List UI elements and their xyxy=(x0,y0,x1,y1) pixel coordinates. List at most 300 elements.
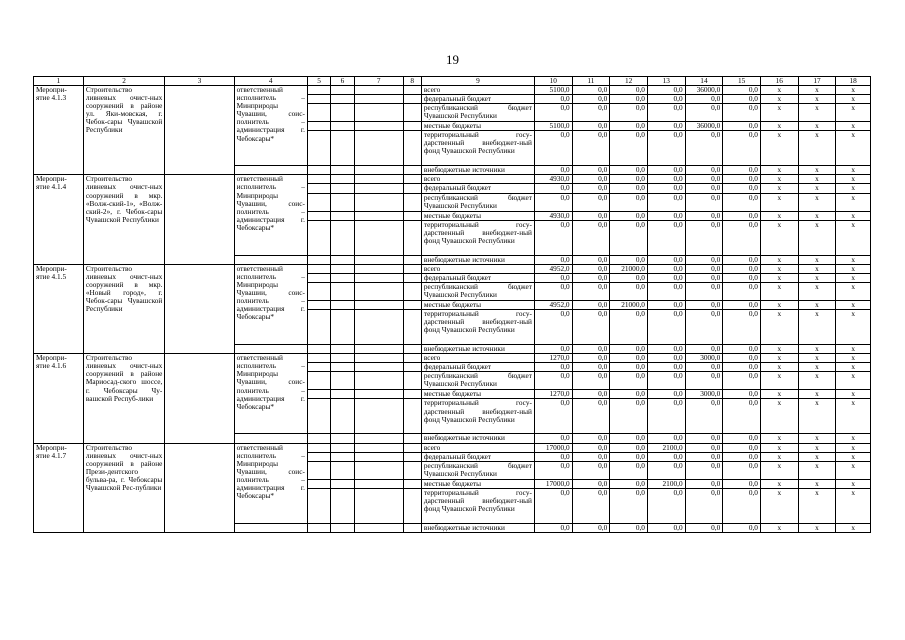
amount-cell: 0,0 xyxy=(647,255,685,264)
column-number: 16 xyxy=(760,77,798,86)
funding-source: внебюджетные источники xyxy=(421,434,534,443)
amount-cell: 0,0 xyxy=(534,104,572,122)
amount-cell: 0,0 xyxy=(647,452,685,461)
amount-cell: 0,0 xyxy=(685,461,723,479)
empty-cell xyxy=(354,131,403,166)
column-number: 5 xyxy=(307,77,330,86)
empty-cell xyxy=(307,131,330,166)
amount-cell: 0,0 xyxy=(685,175,723,184)
amount-cell: 0,0 xyxy=(572,282,610,300)
amount-cell: х xyxy=(798,220,836,255)
funding-source: республиканский бюджет Чувашской Республики xyxy=(421,372,534,390)
amount-cell: 0,0 xyxy=(572,184,610,193)
amount-cell: 0,0 xyxy=(610,345,648,354)
column-number: 9 xyxy=(421,77,534,86)
amount-cell: 0,0 xyxy=(572,273,610,282)
amount-cell: 0,0 xyxy=(647,310,685,345)
empty-cell xyxy=(307,443,330,452)
amount-cell: 0,0 xyxy=(572,372,610,390)
amount-cell: 0,0 xyxy=(610,95,648,104)
activity-code: Меропри- ятие 4.1.5 xyxy=(34,264,84,353)
amount-cell: х xyxy=(760,131,798,166)
amount-cell: 0,0 xyxy=(685,523,723,532)
amount-cell: х xyxy=(836,300,871,309)
empty-cell xyxy=(354,310,403,345)
column-number: 14 xyxy=(685,77,723,86)
amount-cell: 0,0 xyxy=(572,193,610,211)
empty-cell xyxy=(307,255,330,264)
empty-cell xyxy=(403,220,421,255)
amount-cell: 0,0 xyxy=(723,523,761,532)
empty-cell xyxy=(234,434,307,443)
activity-name: Строительство ливневых очист-ных сооружений в мкр. «Волж-ский-1», «Волж-ский-2», г. Чебок-сары Чувашской Республики xyxy=(83,175,164,264)
amount-cell: 0,0 xyxy=(534,345,572,354)
amount-cell: х xyxy=(836,184,871,193)
amount-cell: 0,0 xyxy=(723,282,761,300)
amount-cell: 0,0 xyxy=(610,363,648,372)
empty-cell xyxy=(331,354,354,363)
amount-cell: 0,0 xyxy=(572,434,610,443)
empty-cell xyxy=(307,282,330,300)
amount-cell: 0,0 xyxy=(723,443,761,452)
amount-cell: х xyxy=(798,282,836,300)
amount-cell: 0,0 xyxy=(647,86,685,95)
amount-cell: х xyxy=(760,282,798,300)
amount-cell: 0,0 xyxy=(723,354,761,363)
funding-source: всего xyxy=(421,175,534,184)
amount-cell: 0,0 xyxy=(685,131,723,166)
amount-cell: х xyxy=(836,255,871,264)
empty-cell xyxy=(354,95,403,104)
amount-cell: 0,0 xyxy=(685,345,723,354)
amount-cell: х xyxy=(798,488,836,523)
column-number: 12 xyxy=(610,77,648,86)
empty-cell xyxy=(331,434,354,443)
activity-name: Строительство ливневых очист-ных сооружений в районе Прези-дентского бульва-ра, г. Чебоксары Чувашской Рес-публики xyxy=(83,443,164,532)
amount-cell: 0,0 xyxy=(647,273,685,282)
amount-cell: х xyxy=(798,390,836,399)
amount-cell: х xyxy=(760,452,798,461)
empty-cell xyxy=(307,175,330,184)
amount-cell: 0,0 xyxy=(723,184,761,193)
amount-cell: х xyxy=(760,104,798,122)
activity-executor: ответственный исполнитель – Минприроды Чувашии, соис-полнитель – администрация г. Чебоксары* xyxy=(234,86,307,166)
amount-cell: х xyxy=(798,104,836,122)
empty-cell xyxy=(165,86,234,175)
amount-cell: 0,0 xyxy=(723,220,761,255)
amount-cell: 0,0 xyxy=(685,95,723,104)
amount-cell: 0,0 xyxy=(572,264,610,273)
empty-cell xyxy=(307,310,330,345)
amount-cell: х xyxy=(798,452,836,461)
empty-cell xyxy=(331,220,354,255)
amount-cell: х xyxy=(836,443,871,452)
amount-cell: 0,0 xyxy=(647,434,685,443)
empty-cell xyxy=(307,95,330,104)
amount-cell: 0,0 xyxy=(572,354,610,363)
empty-cell xyxy=(307,523,330,532)
empty-cell xyxy=(331,372,354,390)
amount-cell: 0,0 xyxy=(723,211,761,220)
amount-cell: 0,0 xyxy=(610,372,648,390)
empty-cell xyxy=(331,95,354,104)
amount-cell: 0,0 xyxy=(610,220,648,255)
empty-cell xyxy=(403,122,421,131)
activity-executor: ответственный исполнитель – Минприроды Чувашии, соис-полнитель – администрация г. Чебоксары* xyxy=(234,264,307,344)
empty-cell xyxy=(307,345,330,354)
amount-cell: 0,0 xyxy=(723,86,761,95)
column-number: 3 xyxy=(165,77,234,86)
amount-cell: х xyxy=(760,434,798,443)
amount-cell: 0,0 xyxy=(647,175,685,184)
funding-source: всего xyxy=(421,86,534,95)
amount-cell: 0,0 xyxy=(610,390,648,399)
amount-cell: 0,0 xyxy=(685,452,723,461)
amount-cell: 0,0 xyxy=(685,264,723,273)
amount-cell: х xyxy=(836,104,871,122)
empty-cell xyxy=(307,211,330,220)
empty-cell xyxy=(331,193,354,211)
amount-cell: 0,0 xyxy=(534,399,572,434)
activity-code: Меропри- ятие 4.1.3 xyxy=(34,86,84,175)
empty-cell xyxy=(354,255,403,264)
amount-cell: х xyxy=(760,354,798,363)
empty-cell xyxy=(307,434,330,443)
empty-cell xyxy=(307,86,330,95)
amount-cell: 0,0 xyxy=(610,193,648,211)
amount-cell: х xyxy=(798,166,836,175)
amount-cell: х xyxy=(836,220,871,255)
amount-cell: 0,0 xyxy=(723,300,761,309)
amount-cell: 0,0 xyxy=(685,193,723,211)
amount-cell: 36000,0 xyxy=(685,122,723,131)
amount-cell: 3000,0 xyxy=(685,354,723,363)
amount-cell: х xyxy=(836,264,871,273)
funding-source: федеральный бюджет xyxy=(421,273,534,282)
column-number-row xyxy=(34,77,871,86)
column-number: 11 xyxy=(572,77,610,86)
amount-cell: 0,0 xyxy=(685,282,723,300)
amount-cell: 0,0 xyxy=(610,184,648,193)
amount-cell: х xyxy=(836,122,871,131)
amount-cell: х xyxy=(798,363,836,372)
empty-cell xyxy=(331,282,354,300)
empty-cell xyxy=(354,354,403,363)
empty-cell xyxy=(331,488,354,523)
amount-cell: х xyxy=(760,95,798,104)
empty-cell xyxy=(354,220,403,255)
empty-cell xyxy=(354,184,403,193)
amount-cell: 0,0 xyxy=(572,443,610,452)
empty-cell xyxy=(307,399,330,434)
amount-cell: 0,0 xyxy=(647,523,685,532)
amount-cell: х xyxy=(760,273,798,282)
empty-cell xyxy=(234,166,307,175)
amount-cell: 0,0 xyxy=(534,372,572,390)
amount-cell: х xyxy=(798,310,836,345)
amount-cell: х xyxy=(760,255,798,264)
funding-source: местные бюджеты xyxy=(421,211,534,220)
amount-cell: 0,0 xyxy=(572,523,610,532)
empty-cell xyxy=(354,345,403,354)
amount-cell: х xyxy=(836,452,871,461)
amount-cell: 0,0 xyxy=(685,488,723,523)
amount-cell: 4952,0 xyxy=(534,264,572,273)
amount-cell: х xyxy=(836,166,871,175)
amount-cell: 0,0 xyxy=(723,122,761,131)
program-activities-table xyxy=(33,76,871,533)
amount-cell: 0,0 xyxy=(685,310,723,345)
empty-cell xyxy=(403,363,421,372)
amount-cell: х xyxy=(760,166,798,175)
empty-cell xyxy=(354,282,403,300)
amount-cell: х xyxy=(798,95,836,104)
amount-cell: 0,0 xyxy=(534,131,572,166)
amount-cell: 0,0 xyxy=(534,452,572,461)
funding-source: всего xyxy=(421,354,534,363)
empty-cell xyxy=(354,264,403,273)
table-row xyxy=(34,86,871,95)
amount-cell: 0,0 xyxy=(685,220,723,255)
amount-cell: 0,0 xyxy=(610,255,648,264)
amount-cell: х xyxy=(760,300,798,309)
empty-cell xyxy=(354,166,403,175)
amount-cell: 0,0 xyxy=(610,86,648,95)
amount-cell: 0,0 xyxy=(534,461,572,479)
amount-cell: 2100,0 xyxy=(647,479,685,488)
amount-cell: х xyxy=(836,95,871,104)
amount-cell: х xyxy=(798,131,836,166)
amount-cell: х xyxy=(760,175,798,184)
amount-cell: 0,0 xyxy=(534,363,572,372)
amount-cell: 0,0 xyxy=(610,310,648,345)
amount-cell: 4952,0 xyxy=(534,300,572,309)
empty-cell xyxy=(403,255,421,264)
empty-cell xyxy=(403,354,421,363)
amount-cell: 0,0 xyxy=(723,399,761,434)
amount-cell: 0,0 xyxy=(723,310,761,345)
amount-cell: х xyxy=(760,220,798,255)
empty-cell xyxy=(403,273,421,282)
empty-cell xyxy=(331,399,354,434)
empty-cell xyxy=(307,479,330,488)
empty-cell xyxy=(331,443,354,452)
amount-cell: 4930,0 xyxy=(534,175,572,184)
amount-cell: х xyxy=(836,131,871,166)
empty-cell xyxy=(307,166,330,175)
amount-cell: 0,0 xyxy=(723,95,761,104)
amount-cell: х xyxy=(836,175,871,184)
amount-cell: х xyxy=(760,443,798,452)
amount-cell: 0,0 xyxy=(647,282,685,300)
empty-cell xyxy=(331,345,354,354)
amount-cell: 0,0 xyxy=(572,452,610,461)
amount-cell: х xyxy=(760,86,798,95)
amount-cell: 21000,0 xyxy=(610,300,648,309)
amount-cell: х xyxy=(836,193,871,211)
amount-cell: 0,0 xyxy=(610,166,648,175)
empty-cell xyxy=(331,131,354,166)
amount-cell: 0,0 xyxy=(723,488,761,523)
funding-source: территориальный госу-дарственный внебюджет-ный фонд Чувашской Республики xyxy=(421,310,534,345)
amount-cell: х xyxy=(798,175,836,184)
amount-cell: х xyxy=(836,488,871,523)
amount-cell: 0,0 xyxy=(723,166,761,175)
amount-cell: х xyxy=(836,86,871,95)
amount-cell: 0,0 xyxy=(572,461,610,479)
amount-cell: 0,0 xyxy=(610,131,648,166)
amount-cell: 0,0 xyxy=(572,95,610,104)
amount-cell: 0,0 xyxy=(723,131,761,166)
amount-cell: х xyxy=(798,211,836,220)
empty-cell xyxy=(331,310,354,345)
empty-cell xyxy=(354,363,403,372)
amount-cell: х xyxy=(836,282,871,300)
empty-cell xyxy=(234,523,307,532)
amount-cell: х xyxy=(836,390,871,399)
funding-source: внебюджетные источники xyxy=(421,345,534,354)
empty-cell xyxy=(331,166,354,175)
empty-cell xyxy=(307,372,330,390)
amount-cell: 0,0 xyxy=(572,363,610,372)
amount-cell: х xyxy=(836,211,871,220)
activity-name: Строительство ливневых очист-ных сооружений в районе ул. Яки-мовская, г. Чебок-сары Чувашской Республики xyxy=(83,86,164,175)
amount-cell: х xyxy=(760,372,798,390)
funding-source: внебюджетные источники xyxy=(421,166,534,175)
column-number: 17 xyxy=(798,77,836,86)
amount-cell: 0,0 xyxy=(647,372,685,390)
amount-cell: 0,0 xyxy=(647,300,685,309)
empty-cell xyxy=(354,443,403,452)
amount-cell: 0,0 xyxy=(610,282,648,300)
amount-cell: 0,0 xyxy=(572,479,610,488)
amount-cell: 0,0 xyxy=(647,264,685,273)
empty-cell xyxy=(331,363,354,372)
empty-cell xyxy=(403,345,421,354)
amount-cell: 0,0 xyxy=(647,390,685,399)
amount-cell: 0,0 xyxy=(572,390,610,399)
amount-cell: 0,0 xyxy=(610,122,648,131)
empty-cell xyxy=(331,461,354,479)
amount-cell: х xyxy=(836,523,871,532)
amount-cell: 0,0 xyxy=(572,220,610,255)
amount-cell: х xyxy=(760,461,798,479)
empty-cell xyxy=(307,220,330,255)
amount-cell: 0,0 xyxy=(685,255,723,264)
empty-cell xyxy=(307,193,330,211)
amount-cell: 0,0 xyxy=(534,434,572,443)
amount-cell: х xyxy=(836,363,871,372)
amount-cell: 0,0 xyxy=(534,166,572,175)
amount-cell: х xyxy=(760,399,798,434)
empty-cell xyxy=(403,193,421,211)
amount-cell: х xyxy=(760,523,798,532)
amount-cell: 0,0 xyxy=(647,220,685,255)
empty-cell xyxy=(331,122,354,131)
empty-cell xyxy=(403,264,421,273)
amount-cell: х xyxy=(836,434,871,443)
amount-cell: 0,0 xyxy=(610,488,648,523)
empty-cell xyxy=(403,390,421,399)
amount-cell: х xyxy=(798,354,836,363)
amount-cell: 0,0 xyxy=(685,211,723,220)
empty-cell xyxy=(403,104,421,122)
amount-cell: 0,0 xyxy=(685,273,723,282)
empty-cell xyxy=(403,372,421,390)
funding-source: федеральный бюджет xyxy=(421,363,534,372)
amount-cell: 0,0 xyxy=(647,104,685,122)
empty-cell xyxy=(331,104,354,122)
empty-cell xyxy=(403,184,421,193)
funding-source: внебюджетные источники xyxy=(421,523,534,532)
amount-cell: 3000,0 xyxy=(685,390,723,399)
amount-cell: 0,0 xyxy=(647,193,685,211)
activity-executor: ответственный исполнитель – Минприроды Чувашии, соис-полнитель – администрация г. Чебоксары* xyxy=(234,175,307,255)
amount-cell: 17000,0 xyxy=(534,479,572,488)
amount-cell: х xyxy=(836,399,871,434)
amount-cell: 0,0 xyxy=(685,166,723,175)
empty-cell xyxy=(331,86,354,95)
funding-source: территориальный госу-дарственный внебюджет-ный фонд Чувашской Республики xyxy=(421,220,534,255)
empty-cell xyxy=(354,434,403,443)
amount-cell: 0,0 xyxy=(647,95,685,104)
empty-cell xyxy=(331,300,354,309)
funding-source: местные бюджеты xyxy=(421,479,534,488)
funding-source: всего xyxy=(421,443,534,452)
empty-cell xyxy=(403,434,421,443)
amount-cell: 0,0 xyxy=(572,255,610,264)
amount-cell: 2100,0 xyxy=(647,443,685,452)
funding-source: всего xyxy=(421,264,534,273)
empty-cell xyxy=(354,300,403,309)
column-number: 2 xyxy=(83,77,164,86)
amount-cell: х xyxy=(760,479,798,488)
empty-cell xyxy=(307,354,330,363)
amount-cell: х xyxy=(798,443,836,452)
amount-cell: 0,0 xyxy=(723,479,761,488)
empty-cell xyxy=(331,184,354,193)
empty-cell xyxy=(307,273,330,282)
activity-name: Строительство ливневых очист-ных сооружений в мкр. «Новый город», г. Чебок-сары Чувашской Республики xyxy=(83,264,164,353)
empty-cell xyxy=(307,300,330,309)
empty-cell xyxy=(354,461,403,479)
amount-cell: 0,0 xyxy=(685,300,723,309)
amount-cell: 0,0 xyxy=(534,95,572,104)
amount-cell: 0,0 xyxy=(610,104,648,122)
empty-cell xyxy=(307,184,330,193)
amount-cell: 0,0 xyxy=(723,434,761,443)
amount-cell: 0,0 xyxy=(534,273,572,282)
amount-cell: х xyxy=(760,488,798,523)
column-number: 13 xyxy=(647,77,685,86)
amount-cell: 0,0 xyxy=(685,443,723,452)
table-row xyxy=(34,175,871,184)
amount-cell: 0,0 xyxy=(723,193,761,211)
amount-cell: 21000,0 xyxy=(610,264,648,273)
empty-cell xyxy=(354,452,403,461)
amount-cell: х xyxy=(836,345,871,354)
amount-cell: 0,0 xyxy=(723,175,761,184)
empty-cell xyxy=(354,86,403,95)
amount-cell: 0,0 xyxy=(534,193,572,211)
amount-cell: 0,0 xyxy=(610,434,648,443)
empty-cell xyxy=(403,211,421,220)
empty-cell xyxy=(403,300,421,309)
funding-source: республиканский бюджет Чувашской Республики xyxy=(421,282,534,300)
empty-cell xyxy=(331,273,354,282)
funding-source: республиканский бюджет Чувашской Республики xyxy=(421,104,534,122)
amount-cell: 0,0 xyxy=(610,399,648,434)
